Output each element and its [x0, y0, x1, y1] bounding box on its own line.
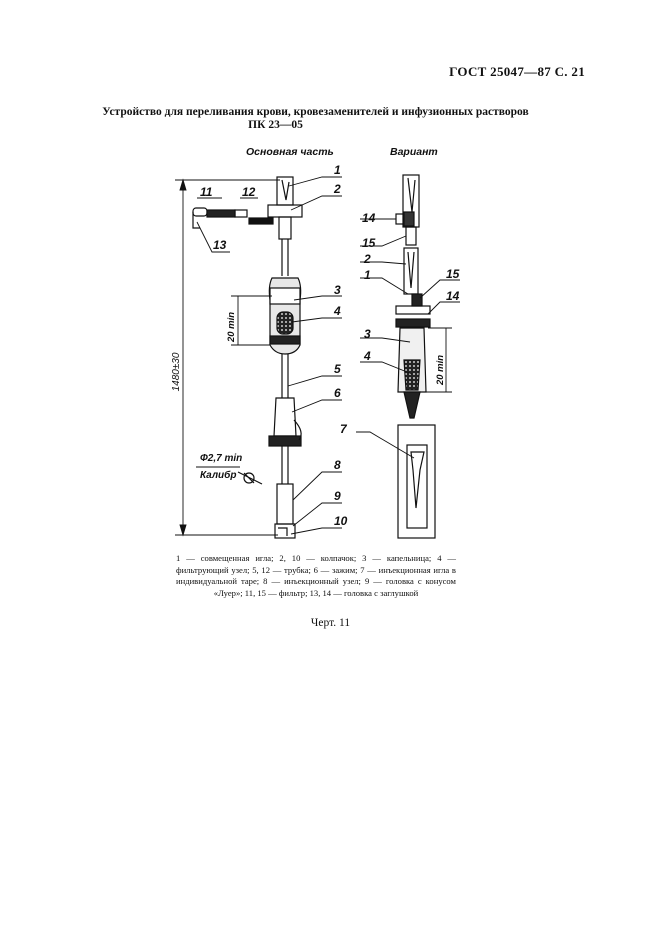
label-11: 11 [200, 185, 213, 199]
variant-label-15b: 15 [446, 267, 460, 281]
overall-dimension-value: 1480±30 [171, 352, 182, 392]
calibre-word: Калибр [200, 470, 237, 481]
standard-header: ГОСТ 25047—87 С. 21 [449, 64, 585, 79]
variant-filter-15 [404, 212, 414, 226]
drip-chamber-neck [270, 288, 300, 304]
variant-label-14: 14 [362, 211, 376, 225]
needle-package-inner [407, 445, 427, 528]
label-6: 6 [334, 386, 341, 400]
filter-11 [235, 210, 247, 217]
label-9: 9 [334, 489, 341, 503]
variant-label: Вариант [390, 146, 438, 158]
variant-label-2: 2 [364, 252, 371, 266]
variant-label-1: 1 [364, 268, 371, 282]
label-10: 10 [334, 514, 348, 528]
label-2: 2 [334, 182, 341, 196]
tube-12-stub [249, 218, 273, 224]
variant-label-15: 15 [362, 236, 376, 250]
variant-head-14b [396, 319, 430, 327]
label-12: 12 [242, 185, 256, 199]
drip-dimension-left-value: 20 min [226, 311, 237, 343]
label-4: 4 [334, 304, 341, 318]
variant-label-14b: 14 [446, 289, 460, 303]
variant-label-4: 4 [364, 349, 371, 363]
variant-filter-unit-4 [404, 360, 420, 390]
label-3: 3 [334, 283, 341, 297]
variant-hub [406, 227, 416, 245]
title-line-1: Устройство для переливания крови, кровезаменителей и инфузионных растворов [102, 106, 529, 118]
needle-hub [268, 205, 302, 217]
title-line-2: ПК 23—05 [248, 119, 303, 131]
drip-chamber-base [270, 336, 300, 344]
main-assembly [193, 177, 302, 538]
variant-collar [396, 306, 430, 314]
tube-12 [207, 210, 235, 217]
variant-label-3: 3 [364, 327, 371, 341]
injection-node-8 [277, 484, 293, 524]
drip-dimension-left [231, 296, 272, 345]
figure-caption: Черт. 11 [310, 617, 351, 629]
label-13: 13 [213, 238, 227, 252]
variant-filter-15b [412, 294, 422, 306]
hub-neck [279, 217, 291, 239]
overall-dimension [175, 180, 280, 535]
drip-dimension-right-value: 20 min [435, 354, 446, 386]
cap-10 [278, 528, 287, 536]
variant-label-7: 7 [340, 422, 347, 436]
cap-2 [277, 177, 293, 205]
luer-head-9 [275, 524, 295, 538]
needle-1 [282, 180, 289, 200]
label-5: 5 [334, 362, 341, 376]
filter-unit-4 [277, 312, 293, 334]
variant-assembly [396, 175, 435, 538]
needle-package-7 [398, 425, 435, 538]
main-part-label: Основная часть [246, 146, 334, 158]
variant-outlet [404, 392, 420, 418]
clamp-6 [274, 398, 296, 436]
label-8: 8 [334, 458, 341, 472]
clamp-base [269, 436, 301, 446]
calibre-diameter: Ф2,7 min [200, 453, 243, 464]
label-1: 1 [334, 163, 341, 177]
legend: 1 — совмещенная игла; 2, 10 — колпачок; 3 — капельница; 4 — фильтрующий узел; 5, 12 — трубка; 6 — зажим; 7 — инъекционная игла в индивидуальной таре; 8 — инъекционный узел; 9 — головка с конусом «Луер»; 11, 15 — фильтр; 13, 14 — головка с заглушкой [176, 553, 456, 598]
